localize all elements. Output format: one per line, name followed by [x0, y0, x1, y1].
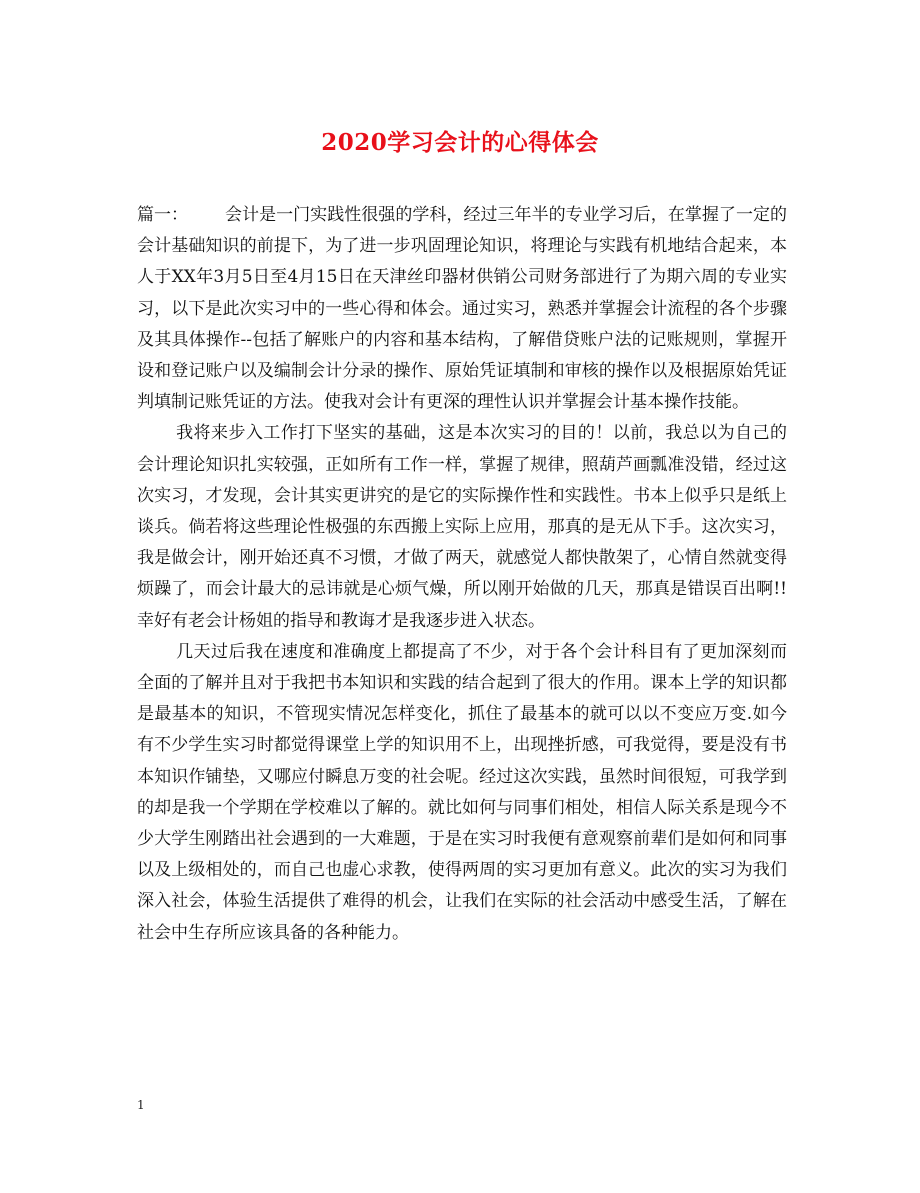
paragraph-1: [137, 200, 787, 418]
paragraph-3: 几天过后我在速度和准确度上都提高了不少，对于各个会计科目有了更加深刻而全面的了解并且对于我把书本知识和实践的结合起到了很大的作用。课本上学的知识都是最基本的知识，不管现实情况怎样变化，抓住了最基本的就可以以不变应万变.如今有不少学生实习时都觉得课堂上学的知识用不上，出现挫折感，可我觉得，要是没有书本知识作铺垫，又哪应付瞬息万变的社会呢。经过这次实践，虽然时间很短，可我学到的却是我一个学期在学校难以了解的。就比如何与同事们相处，相信人际关系是现今不少大学生刚踏出社会遇到的一大难题，于是在实习时我便有意观察前辈们是如何和同事以及上级相处的，而自己也虚心求教，使得两周的实习更加有意义。此次的实习为我们深入社会，体验生活提供了难得的机会，让我们在实际的社会活动中感受生活，了解在社会中生存所应该具备的各种能力。: [137, 641, 787, 943]
document-body: [137, 200, 787, 949]
document-title: 2020学习会计的心得体会: [321, 129, 599, 156]
page-number: 1: [137, 1098, 145, 1112]
section-label: 篇一：: [137, 205, 188, 225]
paragraph-2: 我将来步入工作打下坚实的基础，这是本次实习的目的！以前，我总以为自己的会计理论知识扎实较强，正如所有工作一样，掌握了规律，照葫芦画瓢准没错，经过这次实习，才发现，会计其实更讲究的是它的实际操作性和实践性。书本上似乎只是纸上谈兵。倘若将这些理论性极强的东西搬上实际上应用，那真的是无从下手。这次实习，我是做会计，刚开始还真不习惯，才做了两天，就感觉人都快散架了，心情自然就变得烦躁了，而会计最大的忌讳就是心烦气燥，所以刚开始做的几天，那真是错误百出啊!! 幸好有老会计杨姐的指导和教诲才是我逐步进入状态。: [137, 423, 787, 631]
paragraph-1-text: 会计是一门实践性很强的学科，经过三年半的专业学习后，在掌握了一定的会计基础知识的前提下，为了进一步巩固理论知识，将理论与实践有机地结合起来，本人于XX年3月5日至4月15日在天津丝印器材供销公司财务部进行了为期六周的专业实习，以下是此次实习中的一些心得和体会。通过实习，熟悉并掌握会计流程的各个步骤及其具体操作--包括了解账户的内容和基本结构，了解借贷账户法的记账规则，掌握开设和登记账户以及编制会计分录的操作、原始凭证填制和审核的操作以及根据原始凭证判填制记账凭证的方法。使我对会计有更深的理性认识并掌握会计基本操作技能。: [137, 205, 787, 413]
